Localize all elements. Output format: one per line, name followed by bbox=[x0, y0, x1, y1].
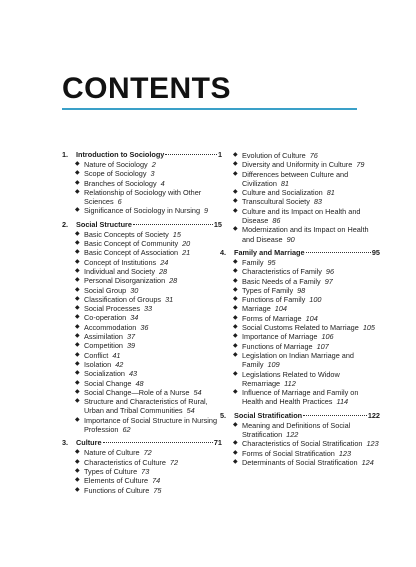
diamond-bullet-icon: ◆ bbox=[75, 230, 80, 237]
topic-title: Basic Concept of Association bbox=[84, 248, 179, 258]
diamond-bullet-icon: ◆ bbox=[75, 342, 80, 349]
topic-item[interactable] bbox=[62, 332, 222, 341]
topic-item[interactable] bbox=[220, 286, 380, 295]
left-column bbox=[62, 150, 222, 499]
topic-title: Significance of Sociology in Nursing bbox=[84, 206, 201, 216]
topic-title: Individual and Society bbox=[84, 266, 155, 276]
topic-title: Legislations Related to Widow Remarriage bbox=[242, 369, 340, 388]
diamond-bullet-icon: ◆ bbox=[75, 388, 80, 395]
topic-page-number: 95 bbox=[267, 257, 276, 267]
topic-item[interactable] bbox=[62, 467, 222, 476]
topic-page-number: 62 bbox=[122, 425, 131, 435]
topic-page-number: 90 bbox=[286, 234, 295, 244]
topic-item[interactable] bbox=[220, 277, 380, 286]
topic-item[interactable] bbox=[62, 304, 222, 313]
topic-title: Social Change bbox=[84, 378, 132, 388]
chapter-number: 1. bbox=[62, 150, 69, 159]
topic-item[interactable] bbox=[62, 188, 222, 207]
diamond-bullet-icon: ◆ bbox=[75, 170, 80, 177]
chapter-entry bbox=[220, 411, 380, 467]
topic-page-number: 15 bbox=[172, 229, 181, 239]
diamond-bullet-icon: ◆ bbox=[233, 198, 238, 205]
topic-title: Personal Disorganization bbox=[84, 276, 166, 286]
dot-leader bbox=[103, 442, 213, 443]
chapter-page-number: 1 bbox=[217, 150, 222, 159]
diamond-bullet-icon: ◆ bbox=[233, 342, 238, 349]
diamond-bullet-icon: ◆ bbox=[233, 207, 238, 214]
diamond-bullet-icon: ◆ bbox=[233, 324, 238, 331]
topic-title: Elements of Culture bbox=[84, 476, 149, 486]
topic-title: Functions of Culture bbox=[84, 485, 150, 495]
topic-title: Nature of Culture bbox=[84, 448, 140, 458]
topic-page-number: 34 bbox=[130, 313, 139, 323]
chapter-number: 4. bbox=[220, 247, 227, 257]
topic-page-number: 81 bbox=[280, 178, 289, 188]
topic-item[interactable] bbox=[220, 188, 380, 197]
topic-item[interactable] bbox=[220, 258, 380, 267]
topic-page-number: 81 bbox=[326, 188, 335, 198]
topic-item[interactable] bbox=[220, 304, 380, 313]
topic-title: Accommodation bbox=[84, 322, 137, 332]
topic-page-number: 104 bbox=[305, 313, 318, 323]
topic-title: Influence of Marriage and Family on Health and Health Practices bbox=[242, 388, 359, 407]
topic-title: Isolation bbox=[84, 359, 112, 369]
topic-page-number: 123 bbox=[338, 448, 352, 458]
topic-item[interactable] bbox=[62, 323, 222, 332]
topic-title: Meaning and Definitions of Social Stratification bbox=[242, 420, 351, 440]
diamond-bullet-icon: ◆ bbox=[233, 189, 238, 196]
diamond-bullet-icon: ◆ bbox=[233, 421, 238, 428]
diamond-bullet-icon: ◆ bbox=[75, 449, 80, 456]
topic-page-number: 109 bbox=[267, 360, 280, 370]
topic-item[interactable] bbox=[220, 332, 380, 341]
topic-page-number: 54 bbox=[186, 406, 195, 416]
topic-item[interactable] bbox=[62, 295, 222, 304]
topic-title: Legislation on Indian Marriage and Family bbox=[242, 350, 354, 370]
diamond-bullet-icon: ◆ bbox=[233, 226, 238, 233]
chapter-heading[interactable] bbox=[220, 248, 380, 257]
topic-page-number: 72 bbox=[143, 448, 152, 458]
topic-page-number: 4 bbox=[160, 178, 165, 188]
topic-title: Functions of Family bbox=[242, 295, 306, 305]
topic-list bbox=[220, 421, 380, 467]
topic-title: Differences between Culture and Civilization bbox=[242, 169, 349, 188]
chapter-entry bbox=[220, 248, 380, 407]
topic-title: Relationship of Sociology with Other Sciences bbox=[84, 187, 202, 207]
topic-page-number: 3 bbox=[150, 169, 155, 179]
topic-item[interactable] bbox=[62, 258, 222, 267]
topic-title: Importance of Social Structure in Nursing Profession bbox=[84, 415, 218, 435]
diamond-bullet-icon: ◆ bbox=[75, 249, 80, 256]
topic-item[interactable] bbox=[220, 170, 380, 189]
topic-title: Types of Culture bbox=[84, 466, 138, 476]
topic-page-number: 75 bbox=[153, 485, 162, 495]
topic-title: Classification of Groups bbox=[84, 294, 162, 304]
chapter-title: Introduction to Sociology bbox=[76, 150, 165, 159]
diamond-bullet-icon: ◆ bbox=[233, 277, 238, 284]
diamond-bullet-icon: ◆ bbox=[75, 188, 80, 195]
diamond-bullet-icon: ◆ bbox=[75, 286, 80, 293]
topic-page-number: 76 bbox=[309, 151, 318, 160]
topic-page-number: 9 bbox=[204, 206, 209, 216]
chapter-page-number: 15 bbox=[213, 219, 222, 229]
topic-item[interactable] bbox=[220, 295, 380, 304]
dot-leader bbox=[303, 415, 367, 416]
diamond-bullet-icon: ◆ bbox=[75, 333, 80, 340]
topic-item[interactable] bbox=[62, 416, 222, 435]
topic-page-number: 39 bbox=[126, 341, 136, 351]
chapter-heading[interactable] bbox=[62, 150, 222, 159]
topic-page-number: 30 bbox=[130, 285, 139, 295]
diamond-bullet-icon: ◆ bbox=[75, 240, 80, 247]
topic-title: Characteristics of Culture bbox=[84, 457, 166, 467]
diamond-bullet-icon: ◆ bbox=[233, 333, 238, 340]
topic-item[interactable] bbox=[62, 360, 222, 369]
topic-title: Basic Concept of Community bbox=[84, 239, 179, 249]
topic-page-number: 72 bbox=[169, 457, 179, 467]
diamond-bullet-icon: ◆ bbox=[75, 351, 80, 358]
diamond-bullet-icon: ◆ bbox=[233, 268, 238, 275]
diamond-bullet-icon: ◆ bbox=[75, 207, 80, 214]
topic-item[interactable] bbox=[62, 313, 222, 322]
diamond-bullet-icon: ◆ bbox=[75, 458, 80, 465]
topic-title: Structure and Characteristics of Rural, Urban and Tribal Communities bbox=[84, 397, 208, 416]
topic-title: Assimilation bbox=[84, 332, 123, 342]
topic-page-number: 33 bbox=[143, 304, 153, 314]
topic-item[interactable] bbox=[62, 276, 222, 285]
page-title: CONTENTS bbox=[62, 72, 231, 105]
topic-item[interactable] bbox=[62, 351, 222, 360]
chapter-title: Culture bbox=[76, 438, 102, 448]
topic-title: Importance of Marriage bbox=[242, 332, 318, 342]
topic-page-number: 124 bbox=[361, 457, 374, 467]
topic-item[interactable] bbox=[220, 449, 380, 458]
topic-title: Social Group bbox=[84, 285, 127, 295]
chapter-page-number: 71 bbox=[213, 438, 222, 448]
topic-title: Social Processes bbox=[84, 304, 140, 314]
topic-title: Scope of Sociology bbox=[84, 169, 147, 179]
topic-page-number: 43 bbox=[128, 369, 138, 379]
chapter-title: Social Structure bbox=[76, 219, 132, 229]
topic-item[interactable] bbox=[220, 197, 380, 206]
topic-title: Marriage bbox=[242, 304, 271, 314]
diamond-bullet-icon: ◆ bbox=[75, 267, 80, 274]
topic-title: Family bbox=[242, 257, 264, 267]
topic-page-number: 74 bbox=[152, 476, 161, 486]
dot-leader bbox=[165, 154, 217, 155]
topic-item[interactable] bbox=[62, 397, 222, 416]
topic-title: Basic Concepts of Society bbox=[84, 229, 169, 239]
diamond-bullet-icon: ◆ bbox=[233, 458, 238, 465]
topic-item[interactable] bbox=[62, 379, 222, 388]
diamond-bullet-icon: ◆ bbox=[75, 323, 80, 330]
topic-title: Modernization and its Impact on Health and Disease bbox=[242, 225, 369, 244]
topic-item[interactable] bbox=[62, 179, 222, 188]
topic-page-number: 54 bbox=[193, 387, 202, 397]
topic-title: Culture and Socialization bbox=[242, 188, 323, 198]
chapter-title: Social Stratification bbox=[234, 410, 303, 420]
topic-page-number: 36 bbox=[140, 322, 149, 332]
topic-title: Co-operation bbox=[84, 313, 127, 323]
topic-page-number: 24 bbox=[160, 257, 169, 267]
chapter-entry bbox=[62, 438, 222, 494]
topic-page-number: 107 bbox=[316, 341, 329, 351]
topic-item[interactable] bbox=[220, 370, 380, 389]
topic-title: Conflict bbox=[84, 350, 109, 360]
diamond-bullet-icon: ◆ bbox=[233, 258, 238, 265]
topic-item[interactable] bbox=[220, 314, 380, 323]
topic-page-number: 41 bbox=[112, 350, 121, 360]
topic-item[interactable] bbox=[220, 225, 380, 244]
topic-title: Functions of Marriage bbox=[242, 341, 313, 351]
diamond-bullet-icon: ◆ bbox=[75, 398, 80, 405]
topic-item[interactable] bbox=[62, 206, 222, 215]
topic-title: Diversity and Uniformity in Culture bbox=[242, 160, 353, 170]
topic-page-number: 20 bbox=[182, 239, 191, 249]
topic-title: Types of Family bbox=[242, 285, 294, 295]
topic-item[interactable] bbox=[62, 239, 222, 248]
chapter-heading[interactable] bbox=[62, 438, 222, 447]
topic-page-number: 122 bbox=[286, 430, 299, 440]
topic-list bbox=[220, 258, 380, 407]
topic-title: Forms of Social Stratification bbox=[242, 448, 335, 458]
topic-page-number: 79 bbox=[356, 160, 365, 170]
topic-page-number: 6 bbox=[117, 197, 122, 207]
dot-leader bbox=[133, 224, 213, 225]
topic-page-number: 112 bbox=[284, 378, 296, 388]
diamond-bullet-icon: ◆ bbox=[233, 152, 238, 158]
topic-title: Determinants of Social Stratification bbox=[242, 457, 358, 467]
topic-page-number: 100 bbox=[309, 295, 322, 305]
topic-item[interactable] bbox=[220, 388, 380, 407]
topic-title: Forms of Marriage bbox=[242, 313, 302, 323]
topic-page-number: 28 bbox=[169, 276, 178, 286]
topic-page-number: 2 bbox=[151, 160, 156, 169]
topic-page-number: 105 bbox=[362, 323, 375, 333]
diamond-bullet-icon: ◆ bbox=[75, 467, 80, 474]
diamond-bullet-icon: ◆ bbox=[233, 170, 238, 177]
diamond-bullet-icon: ◆ bbox=[75, 277, 80, 284]
diamond-bullet-icon: ◆ bbox=[233, 296, 238, 303]
topic-item[interactable] bbox=[62, 486, 222, 495]
topic-title: Competition bbox=[84, 341, 123, 351]
diamond-bullet-icon: ◆ bbox=[75, 486, 80, 493]
dot-leader bbox=[306, 252, 371, 253]
diamond-bullet-icon: ◆ bbox=[233, 161, 238, 168]
topic-item[interactable] bbox=[220, 160, 380, 169]
chapter-number: 3. bbox=[62, 438, 69, 448]
topic-title: Characteristics of Social Stratification bbox=[242, 439, 363, 449]
topic-title: Basic Needs of a Family bbox=[242, 276, 321, 286]
topic-item[interactable] bbox=[62, 230, 222, 239]
topic-page-number: 114 bbox=[336, 397, 349, 407]
diamond-bullet-icon: ◆ bbox=[233, 305, 238, 312]
topic-page-number: 97 bbox=[324, 276, 333, 286]
topic-item[interactable] bbox=[62, 286, 222, 295]
topic-page-number: 21 bbox=[182, 248, 191, 258]
topic-item[interactable] bbox=[217, 150, 380, 160]
topic-item[interactable] bbox=[62, 341, 222, 350]
topic-item[interactable] bbox=[62, 267, 222, 276]
diamond-bullet-icon: ◆ bbox=[75, 258, 80, 265]
topic-title: Culture and its Impact on Health and Disease bbox=[242, 206, 361, 226]
topic-item[interactable] bbox=[62, 248, 222, 257]
topic-page-number: 83 bbox=[313, 197, 322, 207]
diamond-bullet-icon: ◆ bbox=[75, 370, 80, 377]
diamond-bullet-icon: ◆ bbox=[233, 370, 238, 377]
topic-title: Characteristics of Family bbox=[242, 267, 322, 277]
diamond-bullet-icon: ◆ bbox=[75, 161, 80, 167]
topic-page-number: 42 bbox=[115, 359, 124, 369]
topic-item[interactable] bbox=[62, 369, 222, 378]
diamond-bullet-icon: ◆ bbox=[75, 295, 80, 302]
topic-item[interactable] bbox=[220, 351, 380, 370]
diamond-bullet-icon: ◆ bbox=[233, 314, 238, 321]
diamond-bullet-icon: ◆ bbox=[75, 379, 80, 386]
topic-page-number: 98 bbox=[297, 285, 306, 295]
diamond-bullet-icon: ◆ bbox=[75, 179, 80, 186]
diamond-bullet-icon: ◆ bbox=[233, 449, 238, 456]
topic-item[interactable] bbox=[62, 448, 222, 457]
chapter-title: Family and Marriage bbox=[234, 247, 305, 257]
topic-item[interactable] bbox=[220, 421, 380, 440]
topic-item[interactable] bbox=[220, 267, 380, 276]
chapter-heading[interactable] bbox=[62, 220, 222, 229]
topic-list bbox=[62, 448, 222, 494]
topic-title: Social Customs Related to Marriage bbox=[242, 323, 359, 333]
topic-page-number: 96 bbox=[325, 267, 335, 277]
chapter-number: 2. bbox=[62, 219, 69, 229]
topic-list bbox=[62, 160, 222, 216]
topic-item[interactable] bbox=[62, 160, 222, 169]
chapter-entry bbox=[62, 220, 222, 435]
chapter-entry bbox=[62, 150, 222, 216]
topic-item[interactable] bbox=[220, 207, 380, 226]
topic-item[interactable] bbox=[62, 388, 222, 397]
topic-page-number: 48 bbox=[135, 378, 144, 388]
topic-title: Transcultural Society bbox=[242, 197, 310, 207]
chapter-page-number: 95 bbox=[371, 247, 380, 257]
topic-title: Concept of Institutions bbox=[84, 257, 157, 267]
diamond-bullet-icon: ◆ bbox=[233, 286, 238, 293]
chapter-heading[interactable] bbox=[220, 411, 380, 420]
topic-page-number: 86 bbox=[272, 216, 281, 226]
topic-item[interactable] bbox=[62, 458, 222, 467]
diamond-bullet-icon: ◆ bbox=[75, 360, 80, 367]
topic-page-number: 104 bbox=[274, 304, 287, 314]
topic-title: Evolution of Culture bbox=[242, 151, 306, 160]
topic-title: Nature of Sociology bbox=[84, 160, 148, 169]
topic-title: Branches of Sociology bbox=[84, 178, 157, 188]
topic-title: Social Change—Role of a Nurse bbox=[84, 387, 190, 397]
topic-item[interactable] bbox=[62, 476, 222, 485]
diamond-bullet-icon: ◆ bbox=[75, 416, 80, 423]
title-underline bbox=[62, 108, 357, 110]
chapter-number: 5. bbox=[220, 410, 227, 420]
diamond-bullet-icon: ◆ bbox=[75, 305, 80, 312]
topic-item[interactable] bbox=[220, 439, 380, 448]
topic-page-number: 31 bbox=[165, 294, 174, 304]
diamond-bullet-icon: ◆ bbox=[233, 440, 238, 447]
topic-item[interactable] bbox=[220, 342, 380, 351]
topic-page-number: 37 bbox=[126, 332, 136, 342]
topic-item[interactable] bbox=[220, 323, 380, 332]
topic-list bbox=[62, 230, 222, 435]
diamond-bullet-icon: ◆ bbox=[233, 351, 238, 358]
diamond-bullet-icon: ◆ bbox=[75, 477, 80, 484]
chapter-page-number: 122 bbox=[367, 410, 380, 420]
diamond-bullet-icon: ◆ bbox=[233, 389, 238, 396]
topic-page-number: 28 bbox=[159, 266, 168, 276]
topic-item[interactable] bbox=[220, 458, 380, 467]
topic-title: Socialization bbox=[84, 369, 125, 379]
topic-item[interactable] bbox=[62, 169, 222, 178]
topic-page-number: 123 bbox=[366, 439, 379, 449]
diamond-bullet-icon: ◆ bbox=[75, 314, 80, 321]
topic-page-number: 73 bbox=[141, 466, 150, 476]
topic-page-number: 106 bbox=[321, 332, 334, 342]
